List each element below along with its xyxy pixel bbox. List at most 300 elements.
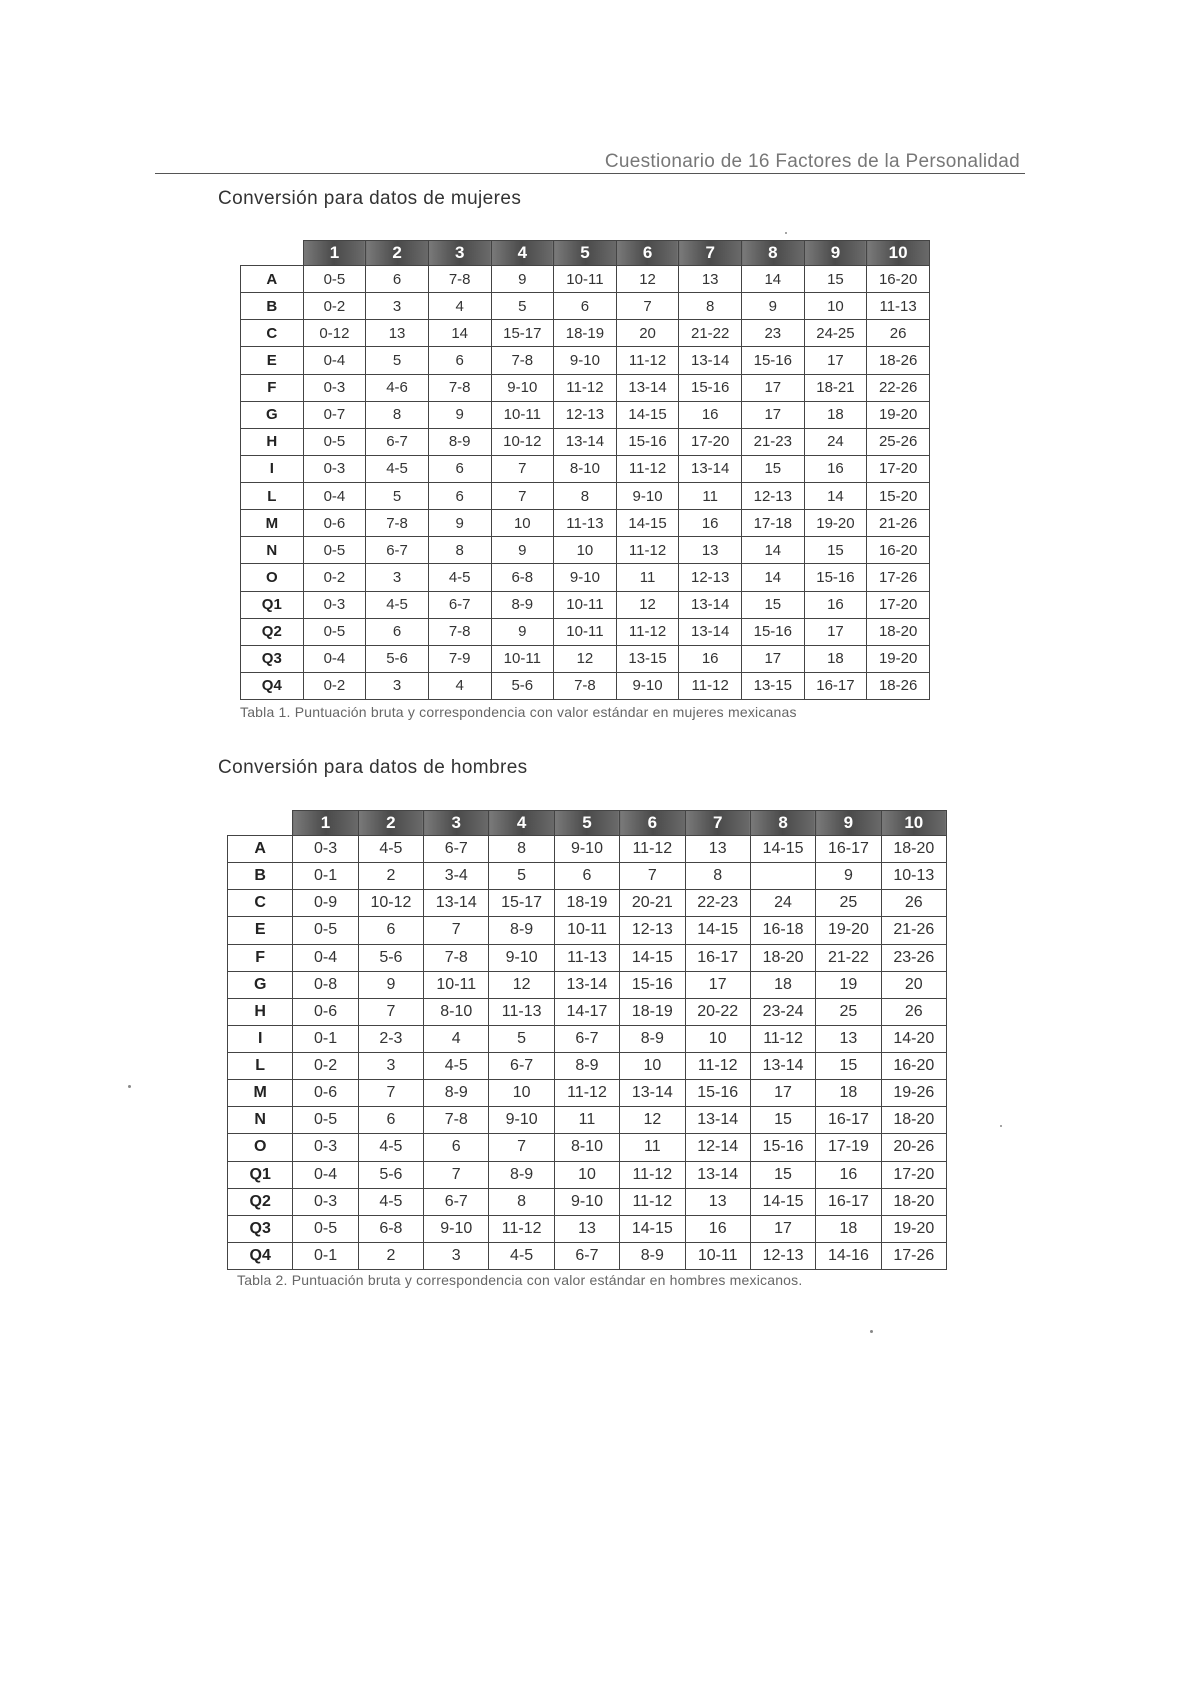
table-row bbox=[241, 455, 930, 482]
score-cell: 11-12 bbox=[616, 537, 679, 564]
score-cell: 17 bbox=[750, 1215, 815, 1242]
score-cell: 16-20 bbox=[867, 537, 930, 564]
score-cell: 8-10 bbox=[554, 1134, 619, 1161]
table-row bbox=[241, 618, 930, 645]
factor-label: Q4 bbox=[241, 672, 304, 699]
score-cell: 13 bbox=[366, 320, 429, 347]
men-conversion-table bbox=[227, 810, 947, 1270]
table-row bbox=[241, 483, 930, 510]
score-cell: 14-16 bbox=[816, 1242, 881, 1269]
score-cell: 17-18 bbox=[742, 510, 805, 537]
score-cell: 16 bbox=[679, 510, 742, 537]
score-cell: 5 bbox=[489, 863, 554, 890]
score-cell: 18-19 bbox=[554, 890, 619, 917]
score-cell: 17 bbox=[804, 618, 867, 645]
score-cell: 17 bbox=[742, 645, 805, 672]
table-row bbox=[241, 320, 930, 347]
score-cell: 15-16 bbox=[742, 618, 805, 645]
score-cell: 18-21 bbox=[804, 374, 867, 401]
score-cell: 15 bbox=[750, 1107, 815, 1134]
score-cell: 14-15 bbox=[620, 944, 685, 971]
score-cell: 3 bbox=[424, 1242, 489, 1269]
column-header: 9 bbox=[804, 241, 867, 266]
table-row bbox=[241, 266, 930, 293]
score-cell: 11-12 bbox=[685, 1053, 750, 1080]
score-cell: 16-17 bbox=[816, 836, 881, 863]
score-cell: 8-9 bbox=[424, 1080, 489, 1107]
women-table-title: Conversión para datos de mujeres bbox=[218, 188, 522, 209]
score-cell: 15-16 bbox=[616, 428, 679, 455]
table-header-row bbox=[241, 241, 930, 266]
women-conversion-table bbox=[240, 240, 930, 700]
score-cell: 9-10 bbox=[489, 944, 554, 971]
score-cell: 26 bbox=[867, 320, 930, 347]
score-cell: 8 bbox=[554, 483, 617, 510]
score-cell: 7 bbox=[424, 917, 489, 944]
score-cell: 7 bbox=[491, 483, 554, 510]
score-cell: 19-26 bbox=[881, 1080, 946, 1107]
score-cell: 12 bbox=[616, 266, 679, 293]
factor-label: E bbox=[228, 917, 293, 944]
score-cell: 6-7 bbox=[366, 537, 429, 564]
score-cell: 6 bbox=[366, 618, 429, 645]
score-cell: 15-17 bbox=[491, 320, 554, 347]
score-cell: 11-12 bbox=[616, 347, 679, 374]
factor-label: C bbox=[228, 890, 293, 917]
score-cell: 5 bbox=[491, 293, 554, 320]
score-cell: 9 bbox=[491, 618, 554, 645]
score-cell: 11-13 bbox=[489, 998, 554, 1025]
score-cell: 9 bbox=[358, 971, 423, 998]
score-cell: 7-9 bbox=[428, 645, 491, 672]
score-cell: 10-11 bbox=[491, 645, 554, 672]
score-cell: 22-23 bbox=[685, 890, 750, 917]
women-table-caption: Tabla 1. Puntuación bruta y correspondencia con valor estándar en mujeres mexicanas bbox=[240, 704, 797, 720]
factor-label: H bbox=[241, 428, 304, 455]
score-cell: 6 bbox=[554, 863, 619, 890]
score-cell: 4 bbox=[424, 1025, 489, 1052]
score-cell: 9-10 bbox=[554, 836, 619, 863]
score-cell: 13-14 bbox=[616, 374, 679, 401]
score-cell: 15 bbox=[742, 455, 805, 482]
score-cell: 0-3 bbox=[293, 1188, 358, 1215]
score-cell: 9-10 bbox=[616, 483, 679, 510]
score-cell: 3 bbox=[366, 293, 429, 320]
score-cell: 11-12 bbox=[750, 1025, 815, 1052]
score-cell: 0-12 bbox=[303, 320, 366, 347]
score-cell: 24-25 bbox=[804, 320, 867, 347]
score-cell: 21-23 bbox=[742, 428, 805, 455]
score-cell: 21-22 bbox=[679, 320, 742, 347]
score-cell: 11-12 bbox=[554, 374, 617, 401]
score-cell: 10 bbox=[804, 293, 867, 320]
table-row bbox=[241, 645, 930, 672]
score-cell: 10 bbox=[685, 1025, 750, 1052]
score-cell: 24 bbox=[750, 890, 815, 917]
score-cell: 18 bbox=[804, 645, 867, 672]
score-cell: 6-7 bbox=[428, 591, 491, 618]
score-cell: 16-17 bbox=[685, 944, 750, 971]
score-cell: 20-21 bbox=[620, 890, 685, 917]
score-cell: 19-20 bbox=[867, 401, 930, 428]
factor-label: G bbox=[228, 971, 293, 998]
score-cell: 7-8 bbox=[366, 510, 429, 537]
score-cell: 9-10 bbox=[489, 1107, 554, 1134]
score-cell: 11 bbox=[679, 483, 742, 510]
column-header: 5 bbox=[554, 241, 617, 266]
score-cell: 8-9 bbox=[489, 1161, 554, 1188]
score-cell: 0-4 bbox=[303, 645, 366, 672]
factor-label: Q1 bbox=[228, 1161, 293, 1188]
scan-speck bbox=[870, 1330, 873, 1333]
score-cell: 11-12 bbox=[620, 836, 685, 863]
scan-speck bbox=[128, 1085, 131, 1088]
score-cell: 6 bbox=[554, 293, 617, 320]
score-cell: 4-5 bbox=[358, 1188, 423, 1215]
score-cell: 21-22 bbox=[816, 944, 881, 971]
factor-label: H bbox=[228, 998, 293, 1025]
score-cell: 16-18 bbox=[750, 917, 815, 944]
factor-label: F bbox=[241, 374, 304, 401]
table-row bbox=[241, 347, 930, 374]
score-cell: 21-26 bbox=[881, 917, 946, 944]
score-cell: 11-12 bbox=[616, 618, 679, 645]
column-header: 1 bbox=[303, 241, 366, 266]
score-cell: 8 bbox=[685, 863, 750, 890]
score-cell: 13 bbox=[685, 1188, 750, 1215]
score-cell: 0-6 bbox=[293, 998, 358, 1025]
factor-label: F bbox=[228, 944, 293, 971]
score-cell: 5-6 bbox=[358, 944, 423, 971]
score-cell: 8-9 bbox=[620, 1242, 685, 1269]
score-cell: 26 bbox=[881, 890, 946, 917]
score-cell: 26 bbox=[881, 998, 946, 1025]
score-cell: 6-7 bbox=[424, 1188, 489, 1215]
score-cell: 4-5 bbox=[358, 1134, 423, 1161]
score-cell: 6 bbox=[358, 917, 423, 944]
score-cell: 6-7 bbox=[489, 1053, 554, 1080]
score-cell: 23 bbox=[742, 320, 805, 347]
factor-label: Q2 bbox=[241, 618, 304, 645]
factor-label: Q4 bbox=[228, 1242, 293, 1269]
score-cell: 0-4 bbox=[303, 483, 366, 510]
score-cell: 14 bbox=[428, 320, 491, 347]
score-cell: 10 bbox=[554, 1161, 619, 1188]
factor-label: N bbox=[228, 1107, 293, 1134]
score-cell: 0-5 bbox=[303, 618, 366, 645]
column-header: 4 bbox=[489, 811, 554, 836]
score-cell: 0-6 bbox=[293, 1080, 358, 1107]
table-row bbox=[241, 672, 930, 699]
score-cell: 6 bbox=[366, 266, 429, 293]
score-cell: 25 bbox=[816, 890, 881, 917]
score-cell: 2 bbox=[358, 1242, 423, 1269]
score-cell: 0-2 bbox=[303, 293, 366, 320]
score-cell: 14-15 bbox=[750, 1188, 815, 1215]
score-cell: 11-12 bbox=[616, 455, 679, 482]
score-cell: 9-10 bbox=[554, 347, 617, 374]
score-cell: 7 bbox=[358, 1080, 423, 1107]
score-cell: 7-8 bbox=[424, 944, 489, 971]
table-row bbox=[228, 836, 947, 863]
score-cell: 3-4 bbox=[424, 863, 489, 890]
score-cell: 7 bbox=[491, 455, 554, 482]
score-cell: 8 bbox=[366, 401, 429, 428]
score-cell: 9-10 bbox=[616, 672, 679, 699]
table-row bbox=[228, 998, 947, 1025]
score-cell: 7 bbox=[620, 863, 685, 890]
score-cell: 18-20 bbox=[750, 944, 815, 971]
table-row bbox=[241, 374, 930, 401]
score-cell: 9-10 bbox=[491, 374, 554, 401]
score-cell: 19-20 bbox=[881, 1215, 946, 1242]
score-cell: 11 bbox=[616, 564, 679, 591]
score-cell: 8-10 bbox=[554, 455, 617, 482]
score-cell: 9 bbox=[428, 401, 491, 428]
header-rule bbox=[155, 173, 1025, 174]
score-cell: 6-7 bbox=[554, 1025, 619, 1052]
score-cell: 11 bbox=[554, 1107, 619, 1134]
table-row bbox=[241, 591, 930, 618]
score-cell: 17-19 bbox=[816, 1134, 881, 1161]
score-cell: 11-12 bbox=[620, 1188, 685, 1215]
score-cell: 15-20 bbox=[867, 483, 930, 510]
factor-label: Q2 bbox=[228, 1188, 293, 1215]
score-cell: 10-11 bbox=[554, 591, 617, 618]
table-row bbox=[228, 1025, 947, 1052]
score-cell: 19-20 bbox=[867, 645, 930, 672]
score-cell: 0-5 bbox=[303, 428, 366, 455]
score-cell: 17 bbox=[742, 374, 805, 401]
column-header: 1 bbox=[293, 811, 358, 836]
score-cell: 5 bbox=[366, 483, 429, 510]
score-cell: 11-13 bbox=[554, 510, 617, 537]
score-cell: 13-15 bbox=[616, 645, 679, 672]
factor-label: G bbox=[241, 401, 304, 428]
table-row bbox=[228, 890, 947, 917]
score-cell: 21-26 bbox=[867, 510, 930, 537]
score-cell: 5 bbox=[489, 1025, 554, 1052]
column-header: 7 bbox=[679, 241, 742, 266]
score-cell: 0-1 bbox=[293, 1025, 358, 1052]
column-header: 3 bbox=[428, 241, 491, 266]
score-cell: 5-6 bbox=[358, 1161, 423, 1188]
score-cell: 11-12 bbox=[489, 1215, 554, 1242]
score-cell: 0-1 bbox=[293, 863, 358, 890]
score-cell: 7-8 bbox=[554, 672, 617, 699]
score-cell: 15-16 bbox=[685, 1080, 750, 1107]
score-cell: 15-16 bbox=[679, 374, 742, 401]
factor-label: C bbox=[241, 320, 304, 347]
score-cell: 12-13 bbox=[750, 1242, 815, 1269]
score-cell: 14-15 bbox=[685, 917, 750, 944]
score-cell: 7-8 bbox=[424, 1107, 489, 1134]
table-row bbox=[228, 863, 947, 890]
score-cell: 16 bbox=[679, 401, 742, 428]
score-cell: 7-8 bbox=[491, 347, 554, 374]
score-cell: 13-14 bbox=[685, 1107, 750, 1134]
score-cell: 10 bbox=[489, 1080, 554, 1107]
score-cell: 6-7 bbox=[424, 836, 489, 863]
score-cell: 3 bbox=[358, 1053, 423, 1080]
score-cell: 18-19 bbox=[620, 998, 685, 1025]
score-cell: 6 bbox=[428, 455, 491, 482]
score-cell: 9-10 bbox=[554, 564, 617, 591]
score-cell: 11-13 bbox=[867, 293, 930, 320]
score-cell: 18-20 bbox=[881, 1107, 946, 1134]
score-cell: 8 bbox=[428, 537, 491, 564]
column-header: 8 bbox=[750, 811, 815, 836]
score-cell: 3 bbox=[366, 564, 429, 591]
score-cell: 0-3 bbox=[293, 1134, 358, 1161]
score-cell: 11-12 bbox=[620, 1161, 685, 1188]
column-header: 7 bbox=[685, 811, 750, 836]
factor-label: E bbox=[241, 347, 304, 374]
table-row bbox=[241, 564, 930, 591]
score-cell: 4 bbox=[428, 293, 491, 320]
score-cell: 12-13 bbox=[554, 401, 617, 428]
score-cell: 0-3 bbox=[293, 836, 358, 863]
score-cell: 16 bbox=[685, 1215, 750, 1242]
score-cell: 25-26 bbox=[867, 428, 930, 455]
score-cell: 6-8 bbox=[358, 1215, 423, 1242]
score-cell: 13-14 bbox=[554, 428, 617, 455]
score-cell: 0-5 bbox=[303, 537, 366, 564]
score-cell: 18-20 bbox=[881, 1188, 946, 1215]
score-cell: 16 bbox=[816, 1161, 881, 1188]
table-row bbox=[241, 510, 930, 537]
score-cell: 16-17 bbox=[804, 672, 867, 699]
score-cell: 10 bbox=[554, 537, 617, 564]
factor-label: O bbox=[228, 1134, 293, 1161]
score-cell: 13 bbox=[679, 266, 742, 293]
score-cell: 13 bbox=[816, 1025, 881, 1052]
score-cell: 14-15 bbox=[616, 401, 679, 428]
score-cell: 13-14 bbox=[424, 890, 489, 917]
score-cell: 10-11 bbox=[554, 266, 617, 293]
score-cell: 17-20 bbox=[867, 591, 930, 618]
score-cell: 17 bbox=[804, 347, 867, 374]
score-cell: 9 bbox=[491, 537, 554, 564]
score-cell: 0-3 bbox=[303, 455, 366, 482]
table-row bbox=[241, 537, 930, 564]
score-cell: 0-4 bbox=[303, 347, 366, 374]
score-cell: 6-7 bbox=[554, 1242, 619, 1269]
score-cell: 4-5 bbox=[358, 836, 423, 863]
table-row bbox=[241, 293, 930, 320]
score-cell: 8-9 bbox=[554, 1053, 619, 1080]
score-cell: 12-13 bbox=[679, 564, 742, 591]
score-cell: 17-20 bbox=[881, 1161, 946, 1188]
score-cell: 0-7 bbox=[303, 401, 366, 428]
score-cell: 18-20 bbox=[881, 836, 946, 863]
score-cell: 4-5 bbox=[366, 591, 429, 618]
score-cell: 13 bbox=[685, 836, 750, 863]
score-cell: 0-5 bbox=[303, 266, 366, 293]
table-row bbox=[241, 428, 930, 455]
score-cell: 6 bbox=[428, 347, 491, 374]
score-cell: 13-14 bbox=[620, 1080, 685, 1107]
score-cell: 14 bbox=[742, 564, 805, 591]
column-header: 4 bbox=[491, 241, 554, 266]
factor-label: A bbox=[241, 266, 304, 293]
score-cell: 18-26 bbox=[867, 347, 930, 374]
score-cell: 6-7 bbox=[366, 428, 429, 455]
score-cell: 0-4 bbox=[293, 1161, 358, 1188]
score-cell: 8-9 bbox=[489, 917, 554, 944]
factor-label: B bbox=[241, 293, 304, 320]
score-cell: 23-24 bbox=[750, 998, 815, 1025]
score-cell: 7 bbox=[424, 1161, 489, 1188]
score-cell: 10-11 bbox=[424, 971, 489, 998]
score-cell: 10 bbox=[620, 1053, 685, 1080]
score-cell: 20-26 bbox=[881, 1134, 946, 1161]
score-cell: 9 bbox=[816, 863, 881, 890]
score-cell: 9-10 bbox=[554, 1188, 619, 1215]
score-cell: 6-8 bbox=[491, 564, 554, 591]
score-cell: 17 bbox=[685, 971, 750, 998]
score-cell: 5-6 bbox=[366, 645, 429, 672]
table-row bbox=[228, 1242, 947, 1269]
score-cell: 0-1 bbox=[293, 1242, 358, 1269]
score-cell: 18-26 bbox=[867, 672, 930, 699]
score-cell: 0-8 bbox=[293, 971, 358, 998]
score-cell: 13-14 bbox=[679, 618, 742, 645]
score-cell: 8-9 bbox=[620, 1025, 685, 1052]
score-cell: 0-5 bbox=[293, 1215, 358, 1242]
score-cell: 10-11 bbox=[685, 1242, 750, 1269]
score-cell: 12 bbox=[620, 1107, 685, 1134]
score-cell bbox=[750, 863, 815, 890]
score-cell: 2 bbox=[358, 863, 423, 890]
score-cell: 20 bbox=[881, 971, 946, 998]
score-cell: 15 bbox=[816, 1053, 881, 1080]
score-cell: 17-20 bbox=[867, 455, 930, 482]
score-cell: 24 bbox=[804, 428, 867, 455]
score-cell: 19-20 bbox=[804, 510, 867, 537]
score-cell: 15-16 bbox=[804, 564, 867, 591]
factor-label: B bbox=[228, 863, 293, 890]
score-cell: 14-15 bbox=[616, 510, 679, 537]
score-cell: 11-13 bbox=[554, 944, 619, 971]
factor-label: Q3 bbox=[241, 645, 304, 672]
score-cell: 17 bbox=[750, 1080, 815, 1107]
score-cell: 0-2 bbox=[303, 672, 366, 699]
score-cell: 16-20 bbox=[881, 1053, 946, 1080]
score-cell: 7-8 bbox=[428, 266, 491, 293]
score-cell: 0-5 bbox=[293, 1107, 358, 1134]
score-cell: 16-17 bbox=[816, 1188, 881, 1215]
factor-label: Q3 bbox=[228, 1215, 293, 1242]
factor-label: L bbox=[228, 1053, 293, 1080]
score-cell: 11 bbox=[620, 1134, 685, 1161]
scan-speck bbox=[785, 232, 787, 234]
score-cell: 3 bbox=[366, 672, 429, 699]
score-cell: 16-17 bbox=[816, 1107, 881, 1134]
score-cell: 13 bbox=[679, 537, 742, 564]
score-cell: 6 bbox=[428, 483, 491, 510]
score-cell: 16 bbox=[679, 645, 742, 672]
score-cell: 16-20 bbox=[867, 266, 930, 293]
score-cell: 4-5 bbox=[424, 1053, 489, 1080]
score-cell: 5-6 bbox=[491, 672, 554, 699]
score-cell: 13-15 bbox=[742, 672, 805, 699]
score-cell: 14-15 bbox=[620, 1215, 685, 1242]
table-row bbox=[228, 1188, 947, 1215]
score-cell: 7-8 bbox=[428, 374, 491, 401]
men-table-title: Conversión para datos de hombres bbox=[218, 757, 528, 778]
column-header: 2 bbox=[366, 241, 429, 266]
